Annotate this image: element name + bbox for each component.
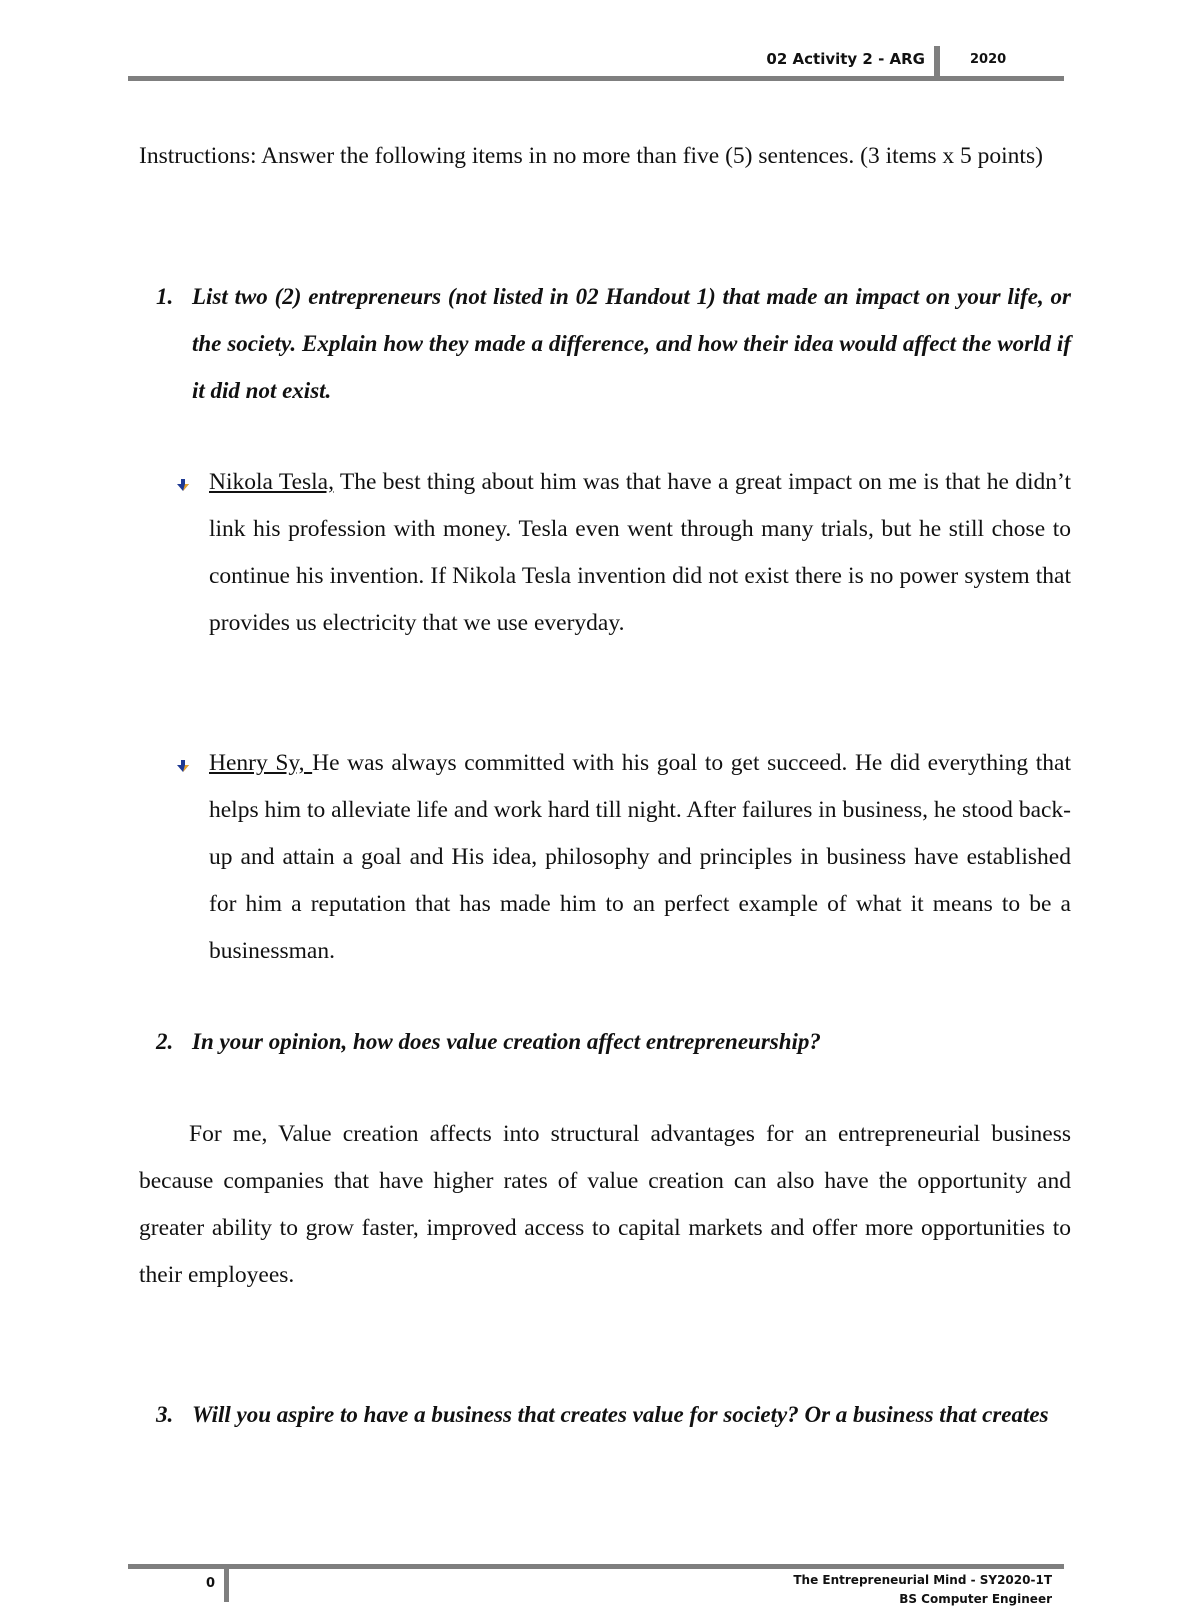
footer-course: The Entrepreneurial Mind - SY2020-1T — [793, 1573, 1052, 1587]
answer-2-text: For me, Value creation affects into structural advantages for an entrepreneurial business because companies that have higher rates of value creation can also have the opportunity and greater ability to grow faster, improved access to capital markets and offer more opportunities to their employees. — [139, 1121, 1071, 1288]
question-2-number: 2. — [156, 1029, 174, 1054]
answer-bullet-tesla — [209, 459, 1071, 647]
header-rule — [128, 76, 1064, 81]
down-arrow-bullet-icon — [176, 760, 190, 772]
footer-rule — [128, 1564, 1064, 1569]
question-2-text: In your opinion, how does value creation affect entrepreneurship? — [192, 1029, 821, 1054]
bullet-text: The best thing about him was that have a great impact on me is that he didn’t link his profession with money. Tesla even went through many trials, but he still chose to continue his invention. If Nikola Tesla invention did not exist there is no power system that provides us electricity that we use everyday. — [209, 469, 1071, 636]
question-3-number: 3. — [156, 1402, 174, 1427]
answer-bullet-henry-sy — [209, 740, 1071, 975]
footer-separator — [224, 1566, 229, 1602]
page-number: 0 — [206, 1576, 216, 1591]
question-1-number: 1. — [156, 284, 174, 309]
entrepreneur-name: Henry Sy, — [209, 750, 313, 776]
document-year: 2020 — [970, 52, 1007, 67]
instructions-text: Instructions: Answer the following items in no more than five (5) sentences. (3 items x 5 points) — [139, 143, 1043, 169]
bullet-text: He was always committed with his goal to get succeed. He did everything that helps him to alleviate life and work hard till night. After failures in business, he stood back-up and attain a goal and His idea, philosophy and principles in business have established for him a reputation that has made him to an perfect example of what it means to be a businessman. — [209, 750, 1071, 964]
down-arrow-bullet-icon — [176, 479, 190, 491]
question-3-text: Will you aspire to have a business that creates value for society? Or a business that creates — [192, 1402, 1049, 1427]
footer-program: BS Computer Engineer — [899, 1592, 1052, 1606]
entrepreneur-name: Nikola Tesla, — [209, 469, 334, 495]
document-title: 02 Activity 2 - ARG — [766, 50, 925, 68]
question-1-text: List two (2) entrepreneurs (not listed in 02 Handout 1) that made an impact on your life, or the society. Explain how they made a difference, and how their idea would affect the world if it did not exist. — [192, 284, 1071, 403]
header-separator — [934, 46, 940, 76]
